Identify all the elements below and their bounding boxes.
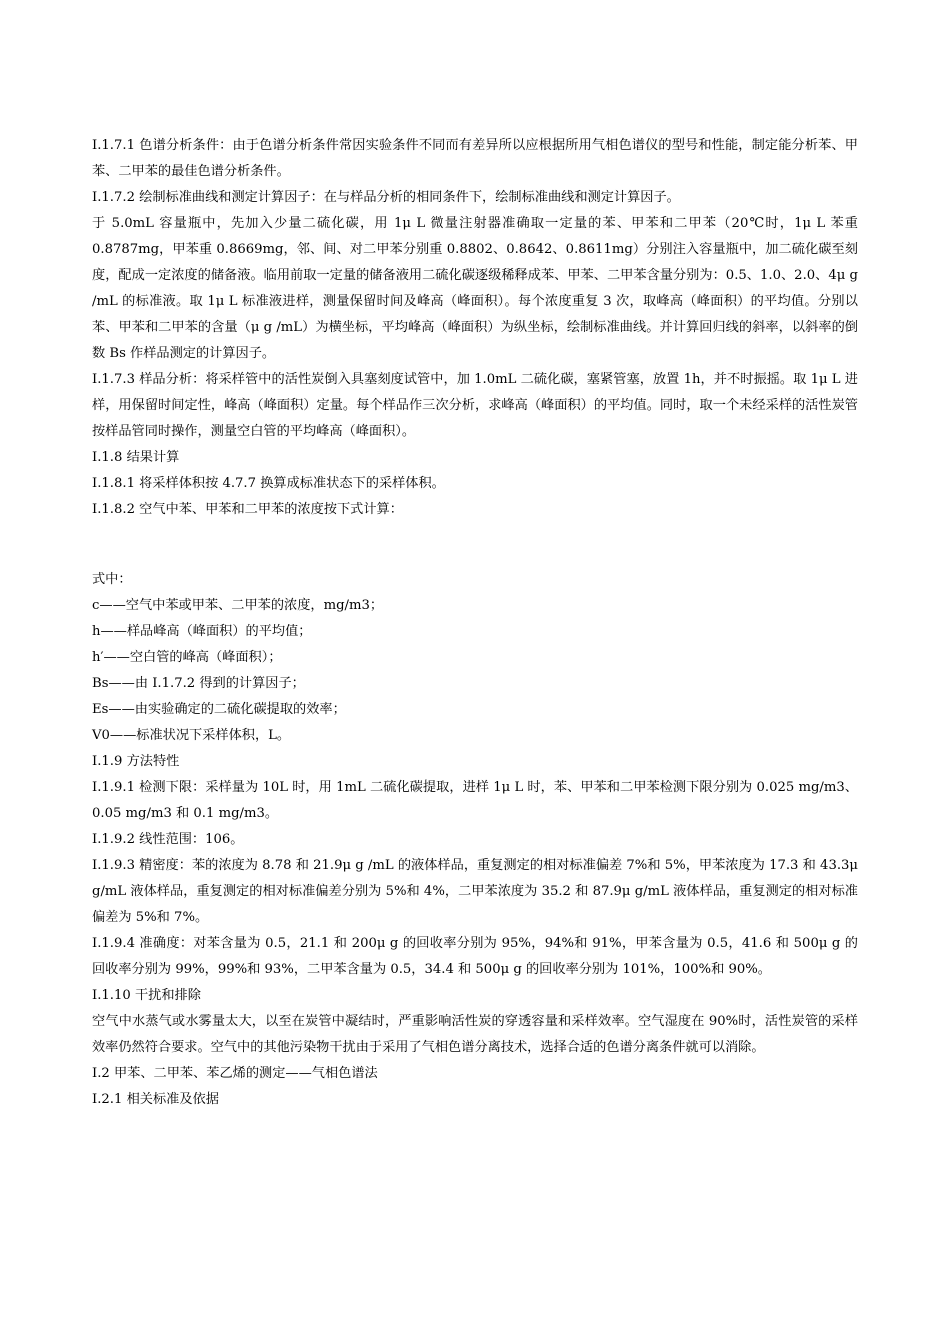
heading-1-1-10: I.1.10 干扰和排除 <box>92 988 201 1003</box>
paragraph-1-1-7-1: I.1.7.1 色谱分析条件：由于色谱分析条件常因实验条件不同而有差异所以应根据所用气相色谱仪的型号和性能，制定能分析苯、甲苯、二甲苯的最佳色谱分析条件。 <box>92 138 858 179</box>
heading-1-2: I.2 甲苯、二甲苯、苯乙烯的测定——气相色谱法 <box>92 1066 378 1081</box>
legend-v0: V0——标准状况下采样体积，L。 <box>92 728 291 743</box>
paragraph-1-1-8-1: I.1.8.1 将采样体积按 4.7.7 换算成标准状态下的采样体积。 <box>92 476 445 491</box>
formula-legend-title: 式中： <box>92 572 132 587</box>
paragraph-interference: 空气中水蒸气或水雾量太大，以至在炭管中凝结时，严重影响活性炭的穿透容量和采样效率。空气湿度在 90%时，活性炭管的采样效率仍然符合要求。空气中的其他污染物干扰由于采用了气相色谱分离技术，选择合适的色谱分离条件就可以消除。 <box>92 1014 858 1055</box>
paragraph-standard-curve: 于 5.0mL 容量瓶中，先加入少量二硫化碳，用 1μ L 微量注射器准确取一定量的苯、甲苯和二甲苯（20℃时，1μ L 苯重 0.8787mg，甲苯重 0.8669mg，邻、间、对二甲苯分别重 0.8802、0.8642、0.8611mg）分别注入容量瓶中，加二硫化碳至刻度，配成一定浓度的储备液。临用前取一定量的储备液用二硫化碳逐级稀释成苯、甲苯、二甲苯含量分别为：0.5、1.0、2.0、4μ g /mL 的标准液。取 1μ L 标准液进样，测量保留时间及峰高（峰面积）。每个浓度重复 3 次，取峰高（峰面积）的平均值。分别以苯、甲苯和二甲苯的含量（μ g /mL）为横坐标，平均峰高（峰面积）为纵坐标，绘制标准曲线。并计算回归线的斜率，以斜率的倒数 Bs 作样品测定的计算因子。 <box>92 216 858 361</box>
paragraph-1-1-9-1: I.1.9.1 检测下限：采样量为 10L 时，用 1mL 二硫化碳提取，进样 1μ L 时，苯、甲苯和二甲苯检测下限分别为 0.025 mg/m3、0.05 mg/m3 和 0.1 mg/m3。 <box>92 780 858 821</box>
legend-h: h——样品峰高（峰面积）的平均值； <box>92 624 312 639</box>
paragraph-1-1-9-3: I.1.9.3 精密度：苯的浓度为 8.78 和 21.9μ g /mL 的液体样品，重复测定的相对标准偏差 7%和 5%，甲苯浓度为 17.3 和 43.3μ g/mL 液体样品，重复测定的相对标准偏差分别为 5%和 4%，二甲苯浓度为 35.2 和 87.9μ g/mL 液体样品，重复测定的相对标准偏差为 5%和 7%。 <box>92 858 858 925</box>
document-body <box>92 133 858 1113</box>
paragraph-1-1-7-2: I.1.7.2 绘制标准曲线和测定计算因子：在与样品分析的相同条件下，绘制标准曲线和测定计算因子。 <box>92 190 680 205</box>
legend-es: Es——由实验确定的二硫化碳提取的效率； <box>92 702 346 717</box>
paragraph-1-1-9-4: I.1.9.4 准确度：对苯含量为 0.5，21.1 和 200μ g 的回收率分别为 95%，94%和 91%，甲苯含量为 0.5，41.6 和 500μ g 的回收率分别为 99%，99%和 93%，二甲苯含量为 0.5，34.4 和 500μ g 的回收率分别为 101%，100%和 90%。 <box>92 936 858 977</box>
paragraph-1-1-7-3: I.1.7.3 样品分析：将采样管中的活性炭倒入具塞刻度试管中，加 1.0mL 二硫化碳，塞紧管塞，放置 1h，并不时振摇。取 1μ L 进样，用保留时间定性，峰高（峰面积）定量。每个样品作三次分析，求峰高（峰面积）的平均值。同时，取一个未经采样的活性炭管按样品管同时操作，测量空白管的平均峰高（峰面积）。 <box>92 372 858 439</box>
legend-c: c——空气中苯或甲苯、二甲苯的浓度，mg/m3； <box>92 598 384 613</box>
legend-h-prime: h′——空白管的峰高（峰面积）； <box>92 650 282 665</box>
heading-1-2-1: I.2.1 相关标准及依据 <box>92 1092 219 1107</box>
heading-1-1-9: I.1.9 方法特性 <box>92 754 180 769</box>
legend-bs: Bs——由 I.1.7.2 得到的计算因子； <box>92 676 305 691</box>
paragraph-1-1-8-2: I.1.8.2 空气中苯、甲苯和二甲苯的浓度按下式计算： <box>92 502 403 517</box>
paragraph-1-1-9-2: I.1.9.2 线性范围：106。 <box>92 832 244 847</box>
heading-1-1-8: I.1.8 结果计算 <box>92 450 180 465</box>
